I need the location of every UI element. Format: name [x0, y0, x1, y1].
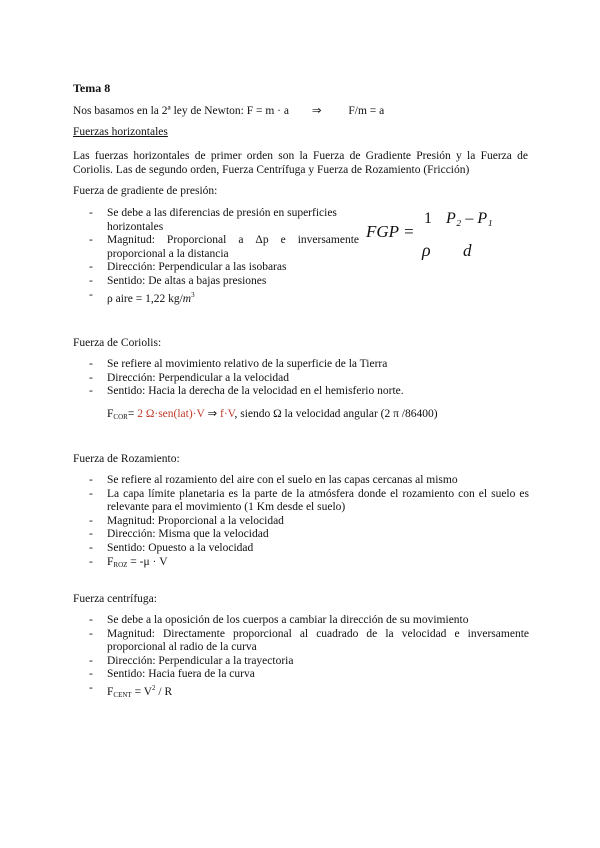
implies-arrow: ⇒ — [311, 105, 322, 117]
coriolis-eq: = — [127, 408, 138, 420]
list-item-froz — [89, 556, 529, 573]
coriolis-arrow: ⇒ — [204, 408, 220, 420]
coriolis-formula — [107, 406, 438, 421]
list-item: - La capa límite planetaria es la parte de la atmósfera donde el rozamiento con el suelo es relevante para el movimiento (1 Km desde el suelo) — [89, 488, 529, 515]
friction-list — [89, 474, 529, 572]
list-item: - Sentido: De altas a bajas presiones — [89, 275, 359, 289]
coriolis-rest: , siendo Ω la velocidad angular (2 π /86400) — [234, 408, 438, 420]
froz-f: F — [107, 555, 114, 568]
list-item: - Dirección: Misma que la velocidad — [89, 528, 529, 542]
fgp-numerator: P₂ – P₁ — [446, 210, 493, 227]
rho-unit: m — [182, 292, 192, 305]
fgp-lhs: FGP = — [366, 222, 415, 241]
fcent-sub: CENT — [113, 690, 132, 699]
list-item: - Se refiere al movimiento relativo de la superficie de la Tierra — [89, 358, 529, 372]
summary-paragraph: Las fuerzas horizontales de primer orden son la Fuerza de Gradiente Presión y la Fuerza de Coriolis. Las de segundo orden, Fuerza Centrífuga y Fuerza de Rozamiento (Fricción) — [73, 150, 528, 176]
list-item: - Se debe a las diferencias de presión en superficies horizontales — [89, 207, 359, 234]
coriolis-list — [89, 358, 529, 399]
list-item: - Sentido: Hacia la derecha de la velocidad en el hemisferio norte. — [89, 385, 529, 399]
fcent-f: F — [107, 685, 114, 698]
rho-text: ρ aire = 1,22 kg/ — [107, 292, 183, 305]
list-item: - Se debe a la oposición de los cuerpos a cambiar la dirección de su movimiento — [89, 614, 529, 628]
pressure-list — [89, 207, 359, 306]
fgp-formula — [366, 208, 516, 264]
fgp-rho: ρ — [422, 240, 431, 260]
centrifugal-list — [89, 614, 529, 702]
fgp-one: 1 — [424, 210, 432, 227]
intro-line — [73, 103, 384, 117]
list-item: - Magnitud: Directamente proporcional al cuadrado de la velocidad e inversamente proporcional al radio de la curva — [89, 628, 529, 655]
rho-exponent: 3 — [191, 290, 195, 299]
froz-rest: = -μ · V — [127, 555, 168, 568]
section-heading: Fuerzas horizontales — [73, 126, 168, 138]
list-item: - Sentido: Hacia fuera de la curva — [89, 668, 529, 682]
list-item: - Dirección: Perpendicular a las isobaras — [89, 261, 359, 275]
coriolis-expression: 2 Ω·sen(lat)·V — [137, 408, 205, 420]
intro-text-b: F/m = a — [348, 105, 385, 117]
list-item-fcent — [89, 682, 529, 702]
froz-sub: ROZ — [113, 560, 128, 569]
list-item: - Magnitud: Proporcional a la velocidad — [89, 515, 529, 529]
fgp-denominator: d — [463, 241, 472, 260]
list-item: - Dirección: Perpendicular a la velocidad — [89, 372, 529, 386]
pressure-heading: Fuerza de gradiente de presión: — [73, 185, 218, 197]
list-item: - Sentido: Opuesto a la velocidad — [89, 542, 529, 556]
intro-text-a: Nos basamos en la 2ª ley de Newton: F = m · a — [73, 105, 289, 117]
list-item: - Dirección: Perpendicular a la trayectoria — [89, 655, 529, 669]
coriolis-heading: Fuerza de Coriolis: — [73, 337, 162, 349]
fcent-eq: = V — [131, 685, 153, 698]
page-title: Tema 8 — [73, 81, 111, 95]
list-item-rho — [89, 289, 359, 306]
friction-heading: Fuerza de Rozamiento: — [73, 453, 180, 465]
fcent-exponent: 2 — [152, 683, 156, 692]
list-item: - Se refiere al rozamiento del aire con el suelo en las capas cercanas al mismo — [89, 474, 529, 488]
coriolis-sub: COR — [113, 413, 128, 421]
list-item: - Magnitud: Proporcional a Δp e inversamente proporcional a la distancia — [89, 234, 359, 261]
coriolis-f: F — [107, 408, 114, 420]
centrifugal-heading: Fuerza centrífuga: — [73, 593, 157, 605]
coriolis-fv: f·V — [220, 408, 235, 420]
fcent-rest: / R — [155, 685, 173, 698]
